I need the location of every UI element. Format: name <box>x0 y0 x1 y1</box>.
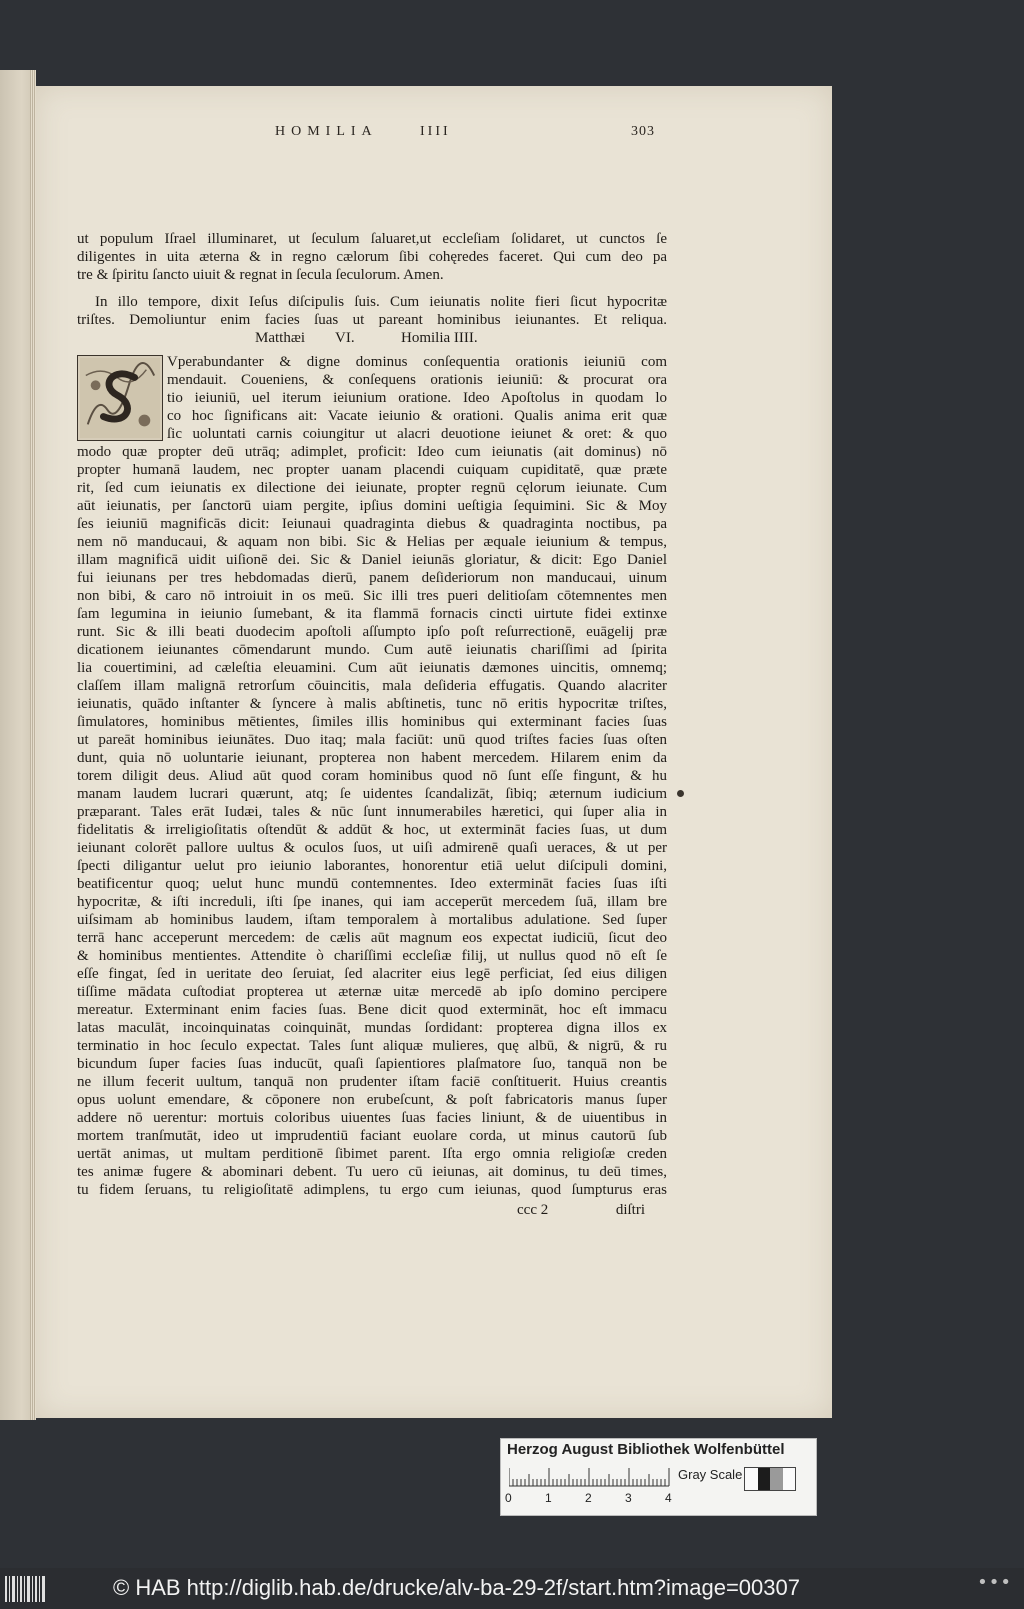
text-line: bicundum ſuper facies ſuas inducūt, quaſi ſapientiores plaſmatore ſuo, tanquā non be <box>77 1056 667 1072</box>
gospel-chapter: VI. <box>335 330 355 346</box>
text-line: tu fidem ſeruans, tu religioſitatē adimplens, tu ergo cum ieiunas, quod ſumpturus eras <box>77 1182 667 1198</box>
running-header <box>235 124 655 144</box>
viewer-footer <box>0 1568 1024 1609</box>
text-line: ſam legumina in ieiunio ſumebant, & ita flammā fornacis cincti uirtute fidei extinxe <box>77 606 667 622</box>
text-line: latas maculāt, incoinquinatas coinquināt, mundas ſordidant: propterea digna illos ex <box>77 1020 667 1036</box>
main-text <box>77 230 667 1221</box>
homily-body <box>77 353 667 1199</box>
body-lines <box>77 443 667 1199</box>
color-scale-card <box>500 1438 817 1516</box>
running-title: HOMILIA <box>275 124 378 139</box>
text-line: illam magnificā uidit uiſionē dei. Sic & Daniel ieiunās gloriatur, & dicit: Ego Daniel <box>77 552 667 568</box>
text-line: tio ieiuniū, uel iterum ieiunium oratione. Ideo Apoſtolus in quodam lo <box>167 390 667 406</box>
text-line: mendauit. Coueniens, & conſequens orationis ieiuniū: & procurat ora <box>167 372 667 388</box>
text-line: nem nō manducaui, & aquam non bibi. Sic & Helias per æquale ieiunium & tempus, <box>77 534 667 550</box>
text-line: ſpecti diligantur uelut pro ieiunio laborantes, honorentur etiā uelut diſcipuli domini, <box>77 858 667 874</box>
ruler-number: 3 <box>625 1491 632 1505</box>
gospel-reference <box>77 329 667 349</box>
text-line: non bibi, & caro nō introiuit in os meū. Sic illi tres pueri delitioſam cōtemnentes men <box>77 588 667 604</box>
ruler-number: 2 <box>585 1491 592 1505</box>
text-line: opus uolunt emendare, & cōponere non erubeſcunt, & poſt fabricatoris manus ſuper <box>77 1092 667 1108</box>
text-line: dicationem ieiunantes cōmendarunt mundo. Cum autē ieiunatis chariſſimi ad ſpirita <box>77 642 667 658</box>
page-foot <box>77 1201 667 1221</box>
text-line: mortem tranſmutāt, ideo ut imprudentiū faciant euolare corda, ut minus cautorū ſub <box>77 1128 667 1144</box>
ruler-number: 4 <box>665 1491 672 1505</box>
page-number: 303 <box>631 124 655 139</box>
text-line: fui ieiunans per tres hebdomadas dierū, panem deſideriorum non manducaui, uinum <box>77 570 667 586</box>
text-line: ieiunatis, quādo inſtanter & ſyncere à malis abſtinetis, tunc nō eritis hypocritæ triſtes, <box>77 696 667 712</box>
text-line: claſſem illam malignā retrorſum cōuincitis, mala deſideria effugatis. Quando alacriter <box>77 678 667 694</box>
text-line: lia couertimini, ad cæleſtia eleuamini. Cum aūt ieiunatis dæmones uincitis, omnemq; <box>77 660 667 676</box>
signature-mark: ccc 2 <box>517 1202 549 1218</box>
text-line: runt. Sic & illi beati duodecim apoſtoli aſſumpto ipſo poſt reſurrectionē, euāgelij præ <box>77 624 667 640</box>
ruler-numbers <box>505 1491 685 1507</box>
text-line: torem diligit deus. Aliud aūt quod coram hominibus quod nō ſunt eſſe fingunt, & hu <box>77 768 667 784</box>
text-line: dunt, quia nō uoluntarie ieiunant, propterea non habent mercedem. Hilarem enim da <box>77 750 667 766</box>
text-line: tes animæ fugere & abominari debent. Tu uero cū ieiunas, ait dominus, tu deū times, <box>77 1164 667 1180</box>
text-line: diligentes in uita æterna & in regno cælorum ſibi cohęredes faceret. Qui cum deo pa <box>77 249 667 265</box>
text-line: Vperabundanter & digne dominus conſequentia orationis ieiuniū com <box>167 354 667 370</box>
more-options-icon[interactable]: ••• <box>977 1572 1012 1593</box>
text-line: In illo tempore, dixit Ieſus diſcipulis ſuis. Cum ieiunatis nolite fieri ſicut hypocritæ <box>95 294 667 310</box>
text-line: mereatur. Exterminant enim facies ſuas. Bene dicit quod extermināt, hoc eſt immacu <box>77 1002 667 1018</box>
previous-page-edge <box>0 70 36 1420</box>
text-line: & hominibus mentientes. Attendite ò chariſſimi eccleſiæ filij, ut nullus quod nō eſt ſe <box>77 948 667 964</box>
text-line: propter humanā laudem, nec propter uanam placendi cuiquam cupiditatē, quæ præte <box>77 462 667 478</box>
gray-scale-swatch <box>744 1467 796 1491</box>
text-line: beatificentur quoq; uelut hunc mundū contemnentes. Ideo extermināt facies ſuas iſti <box>77 876 667 892</box>
catchword: diſtri <box>615 1202 645 1218</box>
text-line: ſimulatores, hominibus mētientes, ſimiles illis hominibus qui exterminant facies ſuas <box>77 714 667 730</box>
text-line: ne illum fecerit uultum, tanquā non prudenter iſtam faciē conſtituerit. Huius creantis <box>77 1074 667 1090</box>
initial-ornament-icon <box>78 356 162 440</box>
text-line: uertāt animas, ut multam perditionē ſibimet parent. Iſta ergo omnia religioſæ creden <box>77 1146 667 1162</box>
text-line: ut populum Iſrael illuminaret, ut ſeculum ſaluaret,ut eccleſiam ſolidaret, ut cunctos ſe <box>77 231 667 247</box>
ruler-icon <box>509 1467 671 1487</box>
initial-wrap-lines <box>77 353 667 443</box>
text-line: eſſe fingat, ſed in ueritate deo ſeruiat, ſed alacriter eius legē perficiat, ſed eius diligen <box>77 966 667 982</box>
text-line: tiſſime mādata cuſtodiat propterea ut æternæ uitæ mercedē ab ipſo domino percipere <box>77 984 667 1000</box>
ruler-number: 1 <box>545 1491 552 1505</box>
decorated-initial-s <box>77 355 163 441</box>
text-line: ſic uoluntati carnis coiungitur ut alacri deuotione ieiunet & oret: & quo <box>167 426 667 442</box>
text-line: addere nō uerentur: mortuis coloribus uiuentes ſuas facies liniunt, & de uiuentibus in <box>77 1110 667 1126</box>
text-line: modo quæ propter deū utrāq; adimplet, proficit: Ideo cum ieiunatis (ait dominus) nō <box>77 444 667 460</box>
ruler-number: 0 <box>505 1491 512 1505</box>
gray-scale-label: Gray Scale <box>678 1467 743 1482</box>
barcode-icon <box>4 1576 48 1602</box>
text-line: ieiunant colorēt pallore uultus & oculos ſuos, ut uiſi admirenē quaſi ueraces, & ut per <box>77 840 667 856</box>
text-line: rit, ſed cum ieiunatis ex dilectione dei ieiunate, propter regnū cęlorum ieiunate. Cum <box>77 480 667 496</box>
text-line: triſtes. Demoliuntur enim facies ſuas ut pareant hominibus ieiunantes. Et reliqua. <box>77 312 667 328</box>
closing-paragraph <box>77 230 667 284</box>
library-name: Herzog August Bibliothek Wolfenbüttel <box>507 1441 785 1458</box>
text-line: tre & ſpiritu ſancto uiuit & regnat in ſecula ſeculorum. Amen. <box>77 267 444 283</box>
text-line: ut pareāt hominibus ieiunātes. Duo itaq; mala faciūt: unū quod triſtes facies ſuas oſten <box>77 732 667 748</box>
text-line: aūt ieiunatis, per ſanctorū uiam pergite, ipſius domini ueſtigia ſequimini. Sic & Moy <box>77 498 667 514</box>
source-url[interactable]: © HAB http://diglib.hab.de/drucke/alv-ba-29-2f/start.htm?image=00307 <box>113 1575 800 1600</box>
text-line: manam laudem lucrari quærunt, atq; ſe uidentes ſcandalizāt, ſibiq; æternum iudicium <box>77 786 667 802</box>
homily-numeral: IIII <box>420 124 451 139</box>
text-line: ſes ieiuniū magnificās dicit: Ieiunaui quadraginta diebus & quadraginta noctibus, pa <box>77 516 667 532</box>
text-line: fidelitatis & irreligioſitatis oſtendūt & addūt & hoc, ut extermināt facies ſuas, ut dum <box>77 822 667 838</box>
text-line: terminatio in hoc ſeculo expectat. Tales ſunt aliquæ mulieres, quę albū, & nigrū, & ru <box>77 1038 667 1054</box>
homily-label: Homilia IIII. <box>401 330 478 346</box>
text-line: terrā hanc acceperunt mercedem: de cælis aūt magnum eos expectat iudiciū, ſicut deo <box>77 930 667 946</box>
gospel-name: Matthæi <box>255 330 306 346</box>
text-line: co hoc ſignificans ait: Vacate ieiunio & orationi. Qualis anima erit quæ <box>167 408 667 424</box>
text-line: præparant. Tales erāt Iudæi, tales & nūc ſunt innumerabiles hæretici, qui ſuper alia in <box>77 804 667 820</box>
gospel-pericope <box>77 293 667 329</box>
ink-spot <box>677 790 684 797</box>
text-line: hypocritæ, & iſti increduli, iſti ſpe inanes, qui iam acceperūt mercedem ſuā, illam bre <box>77 894 667 910</box>
text-line: uiſsimam ab hominibus laudem, iſtam temporalem à mortalibus adulatione. Sed ſuper <box>77 912 667 928</box>
